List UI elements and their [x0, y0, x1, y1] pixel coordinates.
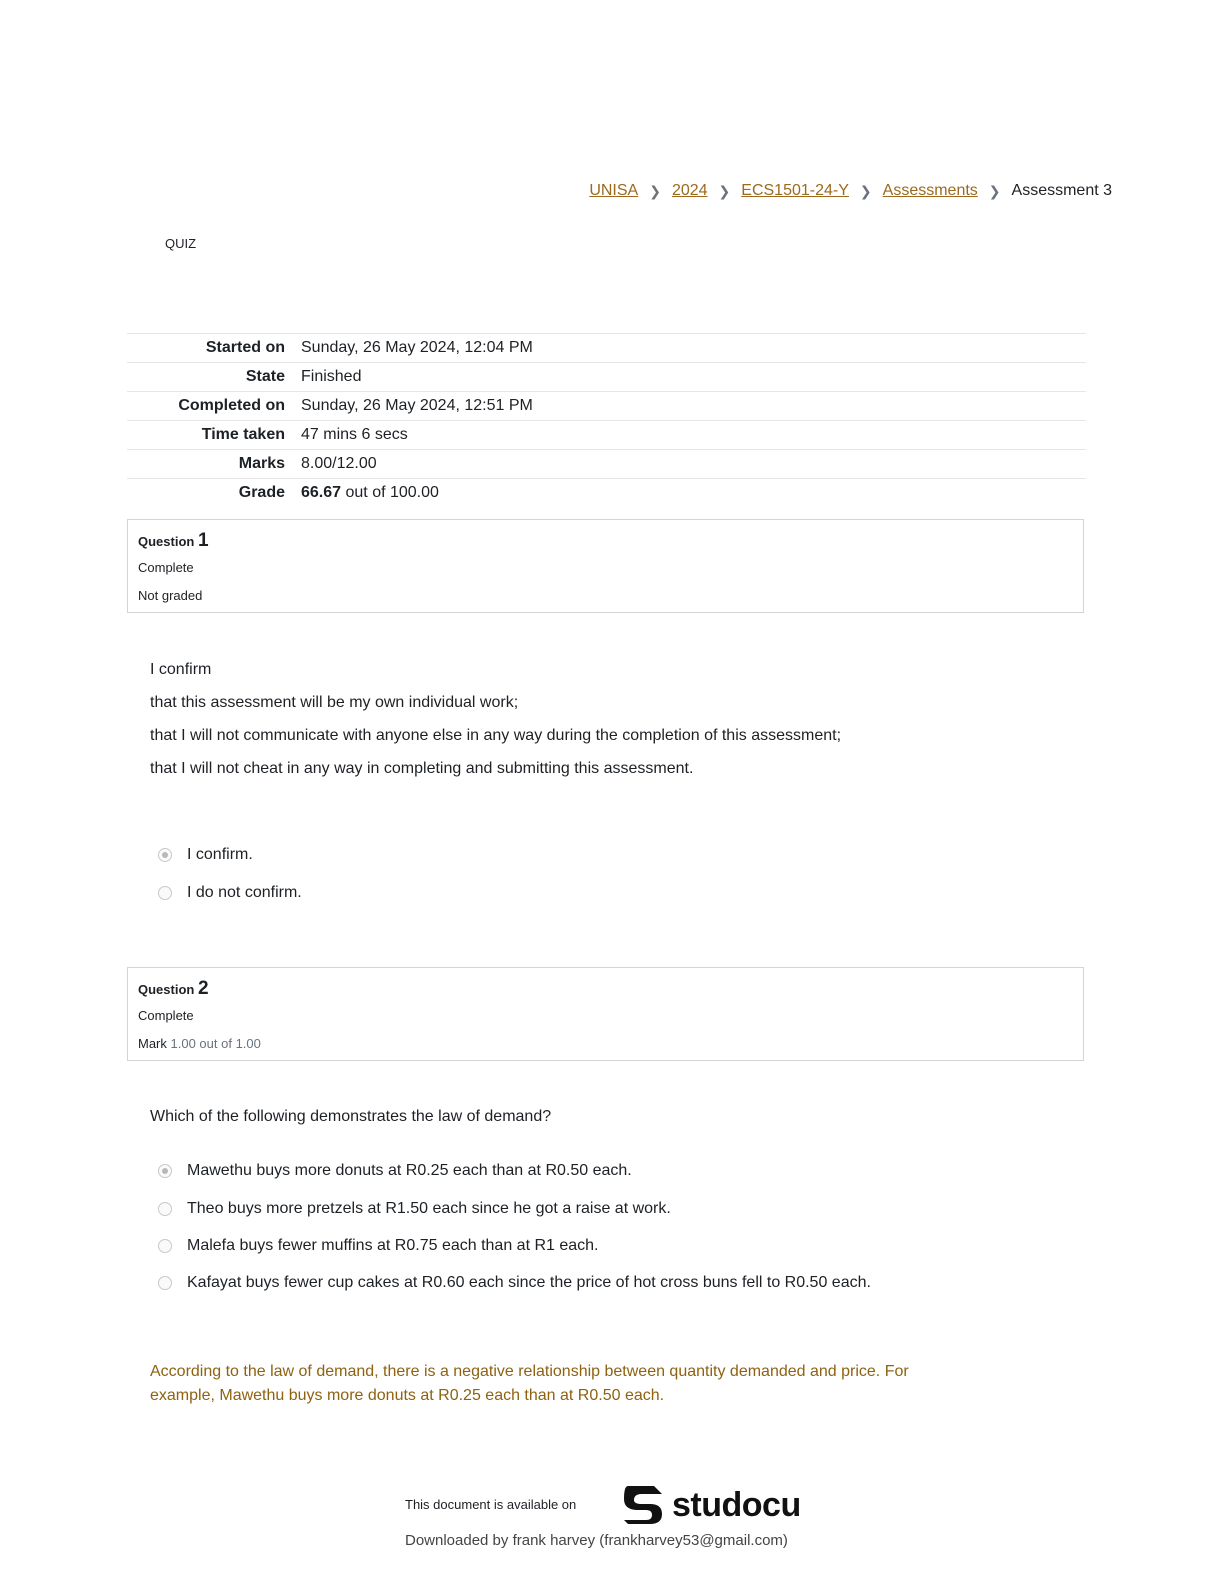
quiz-label: QUIZ: [165, 236, 197, 251]
summary-label: State: [245, 368, 285, 385]
summary-row-grade: [127, 479, 1086, 508]
attempt-summary-table: [127, 333, 1086, 508]
question-2-text: Which of the following demonstrates the law of demand?: [150, 1108, 552, 1125]
chevron-right-icon: ❯: [649, 182, 661, 199]
summary-row-marks: [127, 450, 1086, 479]
summary-value: 47 mins 6 secs: [301, 426, 408, 443]
summary-label: Completed on: [178, 397, 285, 414]
summary-row-time: [127, 421, 1086, 450]
breadcrumb-link-year[interactable]: 2024: [671, 182, 708, 199]
question-number: [138, 530, 209, 552]
radio-checked-icon[interactable]: [158, 1164, 172, 1178]
answer-label: Malefa buys fewer muffins at R0.75 each than at R1 each.: [187, 1237, 599, 1254]
question-state: Complete: [138, 1008, 194, 1023]
downloaded-by-text: Downloaded by frank harvey (frankharvey53@gmail.com): [405, 1532, 788, 1549]
footer-available-text: This document is available on: [405, 1497, 577, 1512]
question-num: 2: [197, 978, 209, 999]
answer-option[interactable]: [158, 884, 302, 902]
summary-label: Started on: [205, 339, 285, 356]
breadcrumb: [589, 182, 1112, 200]
radio-unchecked-icon[interactable]: [158, 1276, 172, 1290]
answer-option[interactable]: [158, 1237, 599, 1255]
question-state: Complete: [138, 560, 194, 575]
grade-value: 66.67: [301, 484, 342, 501]
question-1-text-line: that this assessment will be my own individual work;: [150, 694, 519, 711]
answer-label: Theo buys more pretzels at R1.50 each since he got a raise at work.: [187, 1200, 671, 1217]
answer-option[interactable]: [158, 1200, 671, 1218]
question-2-info: [127, 967, 1084, 1061]
answer-option[interactable]: [158, 846, 253, 864]
breadcrumb-link-unisa[interactable]: UNISA: [589, 182, 639, 199]
radio-unchecked-icon[interactable]: [158, 1202, 172, 1216]
breadcrumb-current: Assessment 3: [1011, 182, 1112, 199]
question-prefix: Question: [138, 534, 195, 549]
chevron-right-icon: ❯: [718, 182, 731, 199]
radio-unchecked-icon[interactable]: [158, 1239, 172, 1253]
summary-value: 8.00/12.00: [301, 455, 377, 472]
studocu-logo[interactable]: [620, 1482, 801, 1528]
summary-row-state: [127, 363, 1086, 392]
question-1-info: [127, 519, 1084, 613]
answer-label: Kafayat buys fewer cup cakes at R0.60 each since the price of hot cross buns fell to R0.50 each.: [187, 1274, 871, 1291]
grade-out-of: out of 100.00: [345, 484, 439, 501]
question-grade: [138, 1036, 261, 1051]
chevron-right-icon: ❯: [859, 182, 872, 199]
answer-label: Mawethu buys more donuts at R0.25 each than at R0.50 each.: [187, 1162, 632, 1179]
summary-label: Time taken: [201, 426, 285, 443]
question-num: 1: [197, 530, 209, 551]
question-number: [138, 978, 209, 1000]
answer-option[interactable]: [158, 1162, 632, 1180]
answer-label: I do not confirm.: [187, 884, 302, 901]
question-prefix: Question: [138, 982, 195, 997]
question-1-text-line: that I will not communicate with anyone else in any way during the completion of this assessment;: [150, 727, 842, 744]
summary-row-started: [127, 334, 1086, 363]
studocu-logo-text: studocu: [672, 1485, 801, 1524]
summary-label: Grade: [238, 484, 285, 501]
summary-row-completed: [127, 392, 1086, 421]
studocu-logo-icon: [620, 1482, 666, 1528]
breadcrumb-link-course[interactable]: ECS1501-24-Y: [741, 182, 849, 199]
question-grade: Not graded: [138, 588, 203, 603]
radio-checked-icon[interactable]: [158, 848, 172, 862]
answer-option[interactable]: [158, 1274, 871, 1292]
radio-unchecked-icon[interactable]: [158, 886, 172, 900]
summary-value: Sunday, 26 May 2024, 12:51 PM: [301, 397, 533, 414]
grade-value: 1.00 out of 1.00: [170, 1036, 261, 1051]
summary-label: Marks: [238, 455, 285, 472]
chevron-right-icon: ❯: [988, 182, 1001, 199]
summary-value: Finished: [301, 368, 362, 385]
answer-label: I confirm.: [187, 846, 253, 863]
question-1-text-line: I confirm: [150, 661, 212, 678]
summary-value: Sunday, 26 May 2024, 12:04 PM: [301, 339, 533, 356]
question-1-text-line: that I will not cheat in any way in completing and submitting this assessment.: [150, 760, 694, 777]
summary-value: [301, 479, 1086, 508]
general-feedback: According to the law of demand, there is a negative relationship between quantity demanded and price. For example, Mawethu buys more donuts at R0.25 each than at R0.50 each.: [150, 1363, 909, 1404]
breadcrumb-link-assessments[interactable]: Assessments: [882, 182, 978, 199]
grade-prefix: Mark: [138, 1036, 167, 1051]
